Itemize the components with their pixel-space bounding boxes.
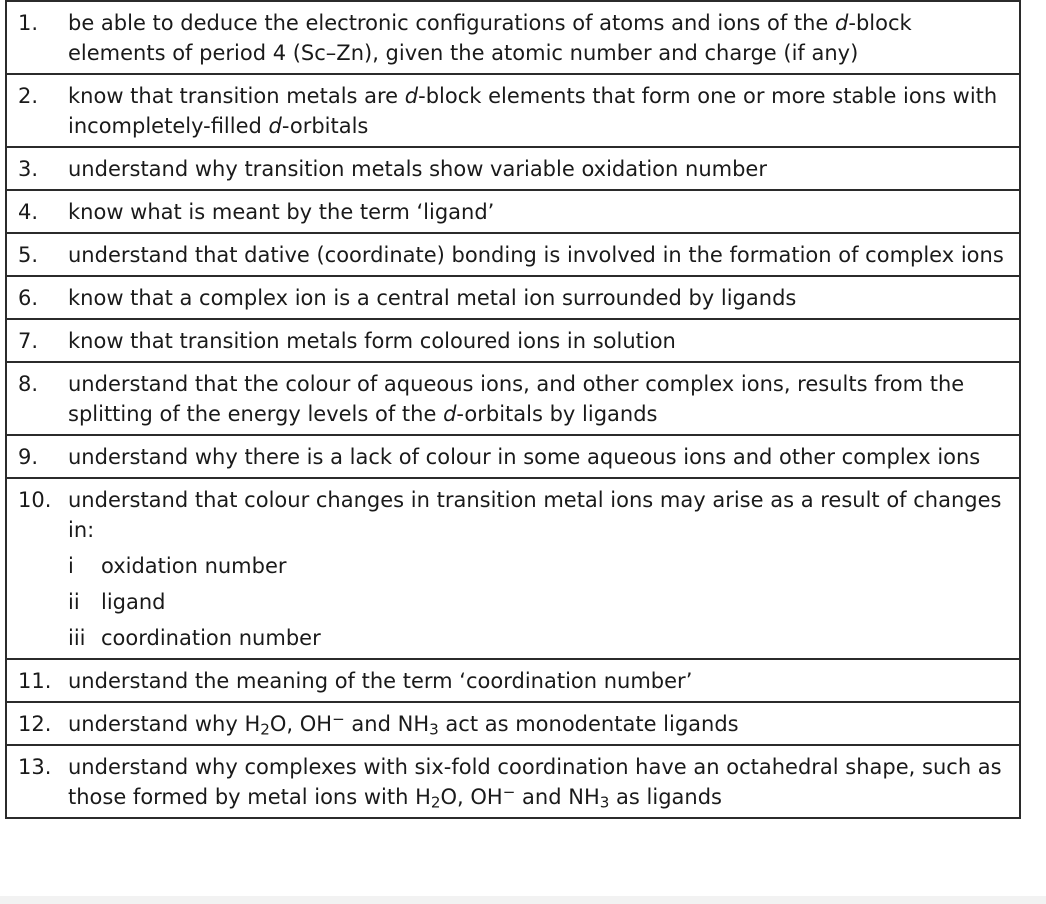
objective-number: 13.: [18, 755, 52, 779]
objective-text: [68, 240, 1009, 270]
objective-line: [18, 369, 1009, 429]
objective-line: [18, 154, 1009, 184]
objective-row: [6, 362, 1020, 435]
objective-row: [6, 659, 1020, 702]
text-fragment: -block elements that form one or more stable ions with incompletely-filled: [68, 84, 998, 138]
text-fragment: understand that dative (coordinate) bonding is involved in the formation of complex ions: [68, 243, 1004, 267]
objective-number: 6.: [18, 286, 39, 310]
objective-cell: [6, 74, 1020, 147]
superscript: −: [332, 710, 345, 729]
text-fragment: -orbitals by ligands: [456, 402, 658, 426]
subscript: 3: [599, 793, 610, 812]
objective-cell: [6, 190, 1020, 233]
objective-cell: [6, 362, 1020, 435]
objective-number: 7.: [18, 329, 39, 353]
objective-cell: [6, 702, 1020, 745]
objective-text: [68, 485, 1009, 653]
italic-fragment: d: [404, 84, 419, 108]
objective-line: [18, 709, 1009, 739]
page-bottom-strip: [0, 896, 1046, 904]
objective-cell: [6, 276, 1020, 319]
subscript: 2: [260, 720, 270, 739]
objective-line: [18, 442, 1009, 472]
objective-number: 10.: [18, 488, 52, 512]
objective-row: [6, 319, 1020, 362]
sub-item-numeral: i: [68, 554, 74, 578]
text-fragment: be able to deduce the electronic configurations of atoms and ions of the: [68, 11, 836, 35]
objective-number: 4.: [18, 200, 39, 224]
italic-fragment: d: [835, 11, 849, 35]
objective-line: [18, 81, 1009, 141]
sub-item-text: ligand: [101, 590, 166, 614]
objective-line: [18, 485, 1009, 653]
objective-line: [18, 197, 1009, 227]
objective-row: [6, 190, 1020, 233]
objective-cell: [6, 319, 1020, 362]
objective-line: [18, 752, 1009, 812]
text-fragment: and NH: [515, 785, 600, 809]
objective-text: [68, 369, 1009, 429]
objective-text: [68, 326, 1009, 356]
text-fragment: understand why H: [68, 712, 261, 736]
objective-line: [18, 666, 1009, 696]
objective-text: [68, 154, 1009, 184]
text-fragment: understand why transition metals show variable oxidation number: [68, 157, 767, 181]
objective-cell: [6, 1, 1020, 74]
italic-fragment: d: [443, 402, 457, 426]
sub-item: [68, 587, 1009, 617]
objective-row: [6, 702, 1020, 745]
objective-cell: [6, 147, 1020, 190]
objective-number: 11.: [18, 669, 52, 693]
italic-fragment: d: [268, 114, 282, 138]
objective-row: [6, 74, 1020, 147]
objective-row: [6, 147, 1020, 190]
objective-text: [68, 81, 1009, 141]
objective-text: [68, 666, 1009, 696]
objective-text: [68, 283, 1009, 313]
objective-number: 1.: [18, 11, 39, 35]
text-fragment: understand that colour changes in transition metal ions may arise as a result of changes in:: [68, 488, 1002, 542]
text-fragment: and NH: [344, 712, 430, 736]
text-fragment: understand why complexes with six-fold coordination have an octahedral shape, such as those formed by metal ions with H: [68, 755, 1002, 809]
sub-item: [68, 551, 1009, 581]
objective-cell: [6, 478, 1020, 659]
sub-item-numeral: iii: [68, 626, 86, 650]
text-fragment: understand the meaning of the term ‘coordination number’: [68, 669, 693, 693]
objective-cell: [6, 435, 1020, 478]
objective-row: [6, 478, 1020, 659]
sub-item: [68, 623, 1009, 653]
objective-line: [18, 326, 1009, 356]
text-fragment: know what is meant by the term ‘ligand’: [68, 200, 495, 224]
text-fragment: understand why there is a lack of colour in some aqueous ions and other complex ions: [68, 445, 981, 469]
text-fragment: act as monodentate ligands: [438, 712, 739, 736]
objective-row: [6, 435, 1020, 478]
objective-cell: [6, 745, 1020, 818]
objective-row: [6, 1, 1020, 74]
objective-number: 12.: [18, 712, 52, 736]
text-fragment: as ligands: [609, 785, 722, 809]
objective-line: [18, 283, 1009, 313]
sub-item-text: oxidation number: [101, 554, 287, 578]
objectives-table-body: [6, 1, 1020, 818]
objective-number: 9.: [18, 445, 39, 469]
objective-text: [68, 752, 1009, 812]
superscript: −: [502, 783, 516, 802]
objective-number: 8.: [18, 372, 39, 396]
objective-line: [18, 8, 1009, 68]
objective-number: 3.: [18, 157, 39, 181]
sub-item-numeral: ii: [68, 590, 80, 614]
objective-text: [68, 709, 1009, 739]
objective-line: [18, 240, 1009, 270]
objective-text: [68, 442, 1009, 472]
text-fragment: -block elements of period 4 (Sc–Zn), given the atomic number and charge (if any): [68, 11, 912, 65]
subscript: 2: [430, 793, 441, 812]
objective-cell: [6, 659, 1020, 702]
objective-row: [6, 745, 1020, 818]
text-fragment: O, OH: [440, 785, 503, 809]
text-fragment: understand that the colour of aqueous ions, and other complex ions, results from the splitting of the energy levels of the: [68, 372, 965, 426]
objective-row: [6, 276, 1020, 319]
text-fragment: O, OH: [269, 712, 333, 736]
objective-row: [6, 233, 1020, 276]
objective-number: 5.: [18, 243, 39, 267]
learning-objectives-table: [5, 0, 1021, 819]
objective-text: [68, 8, 1009, 68]
text-fragment: know that transition metals form coloured ions in solution: [68, 329, 676, 353]
objective-cell: [6, 233, 1020, 276]
objective-number: 2.: [18, 84, 39, 108]
text-fragment: -orbitals: [281, 114, 369, 138]
objective-text: [68, 197, 1009, 227]
text-fragment: know that a complex ion is a central metal ion surrounded by ligands: [68, 286, 797, 310]
text-fragment: know that transition metals are: [68, 84, 405, 108]
subscript: 3: [429, 720, 439, 739]
sub-item-text: coordination number: [101, 626, 321, 650]
